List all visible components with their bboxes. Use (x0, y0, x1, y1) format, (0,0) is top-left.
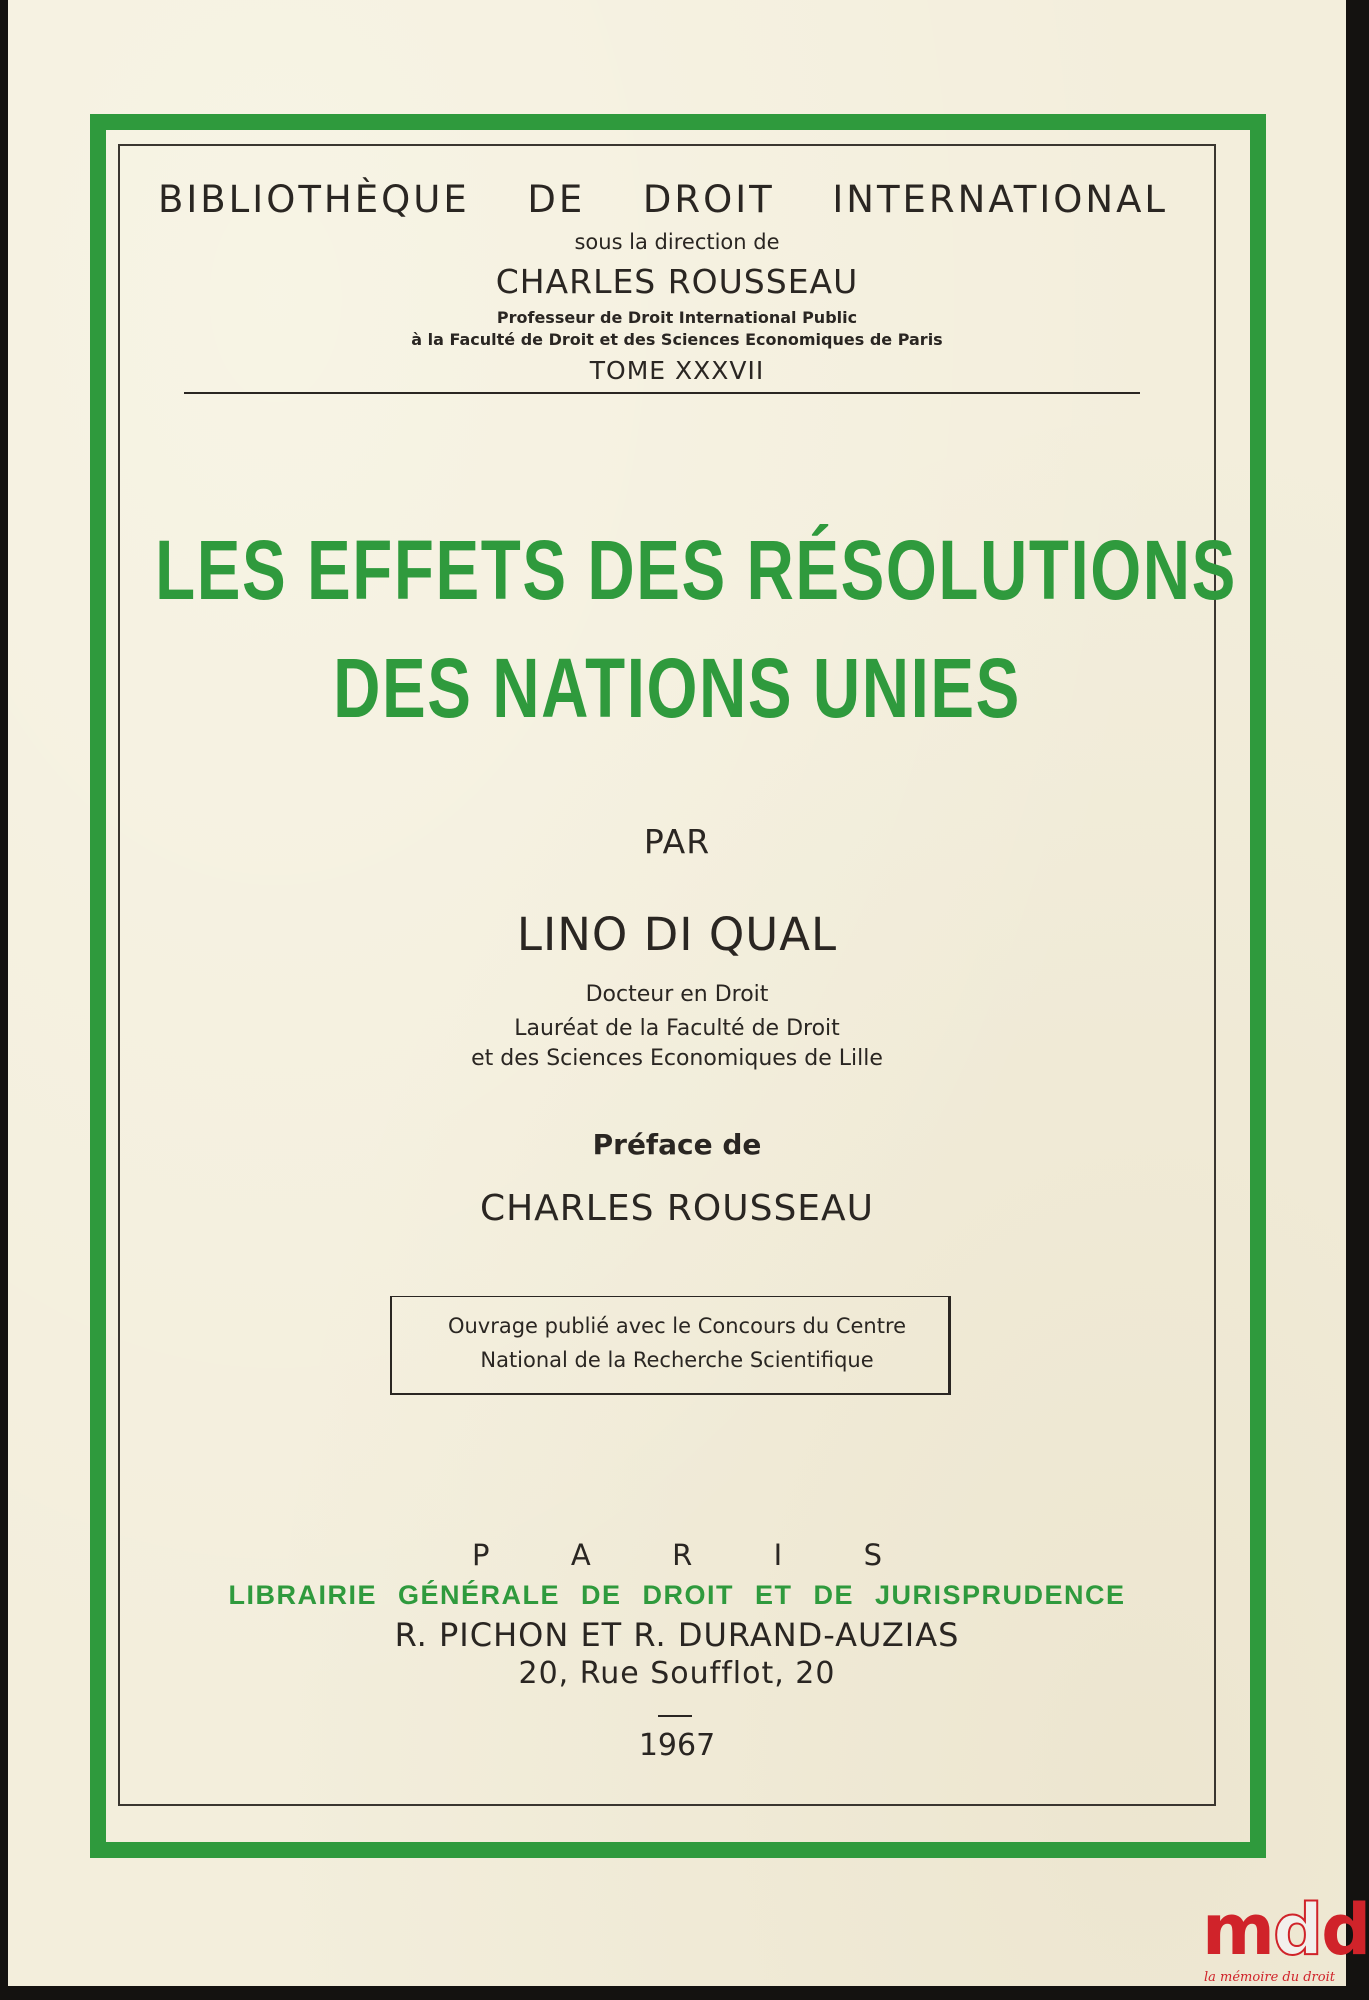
tome-number: TOME XXXVII (589, 356, 765, 385)
author-qualification: Docteur en Droit (585, 982, 769, 1007)
city-letter: R (672, 1538, 693, 1572)
city-letter: I (773, 1538, 783, 1572)
book-title-line1: LES EFFETS DES RÉSOLUTIONS (155, 523, 1237, 617)
publisher-address: 20, Rue Soufflot, 20 (518, 1656, 836, 1691)
header-divider (184, 392, 1140, 394)
series-title (158, 178, 1168, 221)
series-word: DROIT (642, 178, 775, 221)
notice-line2: National de la Recherche Scientifique (480, 1348, 874, 1372)
city-letter: P (472, 1538, 490, 1572)
preface-author: CHARLES ROUSSEAU (479, 1188, 875, 1229)
publisher-name: LIBRAIRIE GÉNÉRALE DE DROIT ET DE JURISPRUDENCE (228, 1580, 1126, 1610)
book-cover (8, 0, 1346, 1986)
direction-label: sous la direction de (574, 230, 780, 254)
author-name: LINO DI QUAL (516, 908, 838, 961)
logo-letters: mdd (1202, 1889, 1369, 1971)
series-word: INTERNATIONAL (832, 178, 1168, 221)
series-word: DE (527, 178, 586, 221)
notice-line1: Ouvrage publié avec le Concours du Centre (447, 1314, 907, 1338)
imprint-city (472, 1538, 882, 1572)
director-title-line2: à la Faculté de Droit et des Sciences Economiques de Paris (411, 330, 943, 349)
year-divider (658, 1715, 692, 1717)
series-director: CHARLES ROUSSEAU (495, 262, 859, 301)
cnrs-notice-box (390, 1296, 951, 1395)
director-title-line1: Professeur de Droit International Public (496, 308, 858, 327)
author-qualification: Lauréat de la Faculté de Droit (514, 1016, 840, 1041)
author-qualification: et des Sciences Economiques de Lille (471, 1046, 883, 1071)
series-word: BIBLIOTHÈQUE (158, 178, 470, 221)
mdd-logo (1202, 1889, 1369, 1994)
city-letter: S (863, 1538, 882, 1572)
city-letter: A (570, 1538, 591, 1572)
publication-year: 1967 (638, 1728, 716, 1763)
printer-name: R. PICHON ET R. DURAND-AUZIAS (394, 1616, 960, 1654)
logo-tagline: la mémoire du droit (1204, 1970, 1335, 1985)
book-title-line2: DES NATIONS UNIES (333, 641, 1021, 735)
preface-label: Préface de (592, 1128, 762, 1161)
by-label: PAR (643, 822, 711, 861)
